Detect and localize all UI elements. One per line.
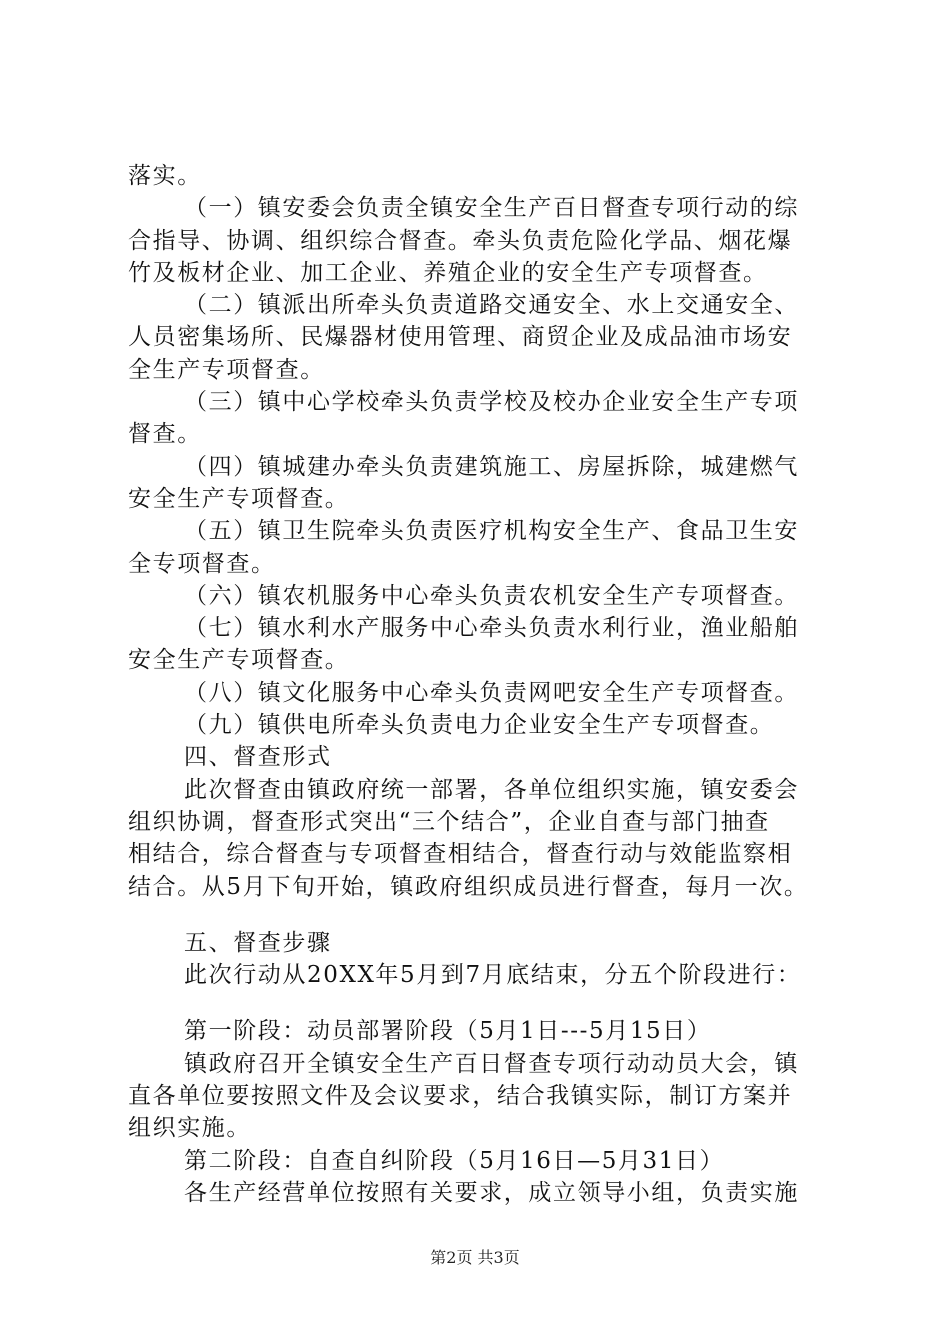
- text-line: （八）镇文化服务中心牵头负责网吧安全生产专项督查。: [184, 679, 799, 706]
- text-line: 各生产经营单位按照有关要求，成立领导小组，负责实施: [184, 1179, 799, 1206]
- text-line: 结合。从5月下旬开始，镇政府组织成员进行督查，每月一次。: [128, 873, 809, 900]
- text-line: 相结合，综合督查与专项督查相结合，督查行动与效能监察相: [128, 841, 793, 868]
- text-line: 四、督查形式: [184, 744, 332, 771]
- text-line: （三）镇中心学校牵头负责学校及校办企业安全生产专项: [184, 389, 799, 416]
- text-line: 安全生产专项督查。: [128, 647, 350, 674]
- text-line: 组织协调，督查形式突出“三个结合”，企业自查与部门抽查: [128, 808, 770, 835]
- paragraph-gap: [128, 991, 848, 1015]
- text-line: （九）镇供电所牵头负责电力企业安全生产专项督查。: [184, 712, 775, 739]
- paragraph-gap: [128, 903, 848, 927]
- text-line: 镇政府召开全镇安全生产百日督查专项行动动员大会，镇: [184, 1050, 799, 1077]
- text-line: 安全生产专项督查。: [128, 485, 350, 512]
- text-line: 此次督查由镇政府统一部署，各单位组织实施，镇安委会: [184, 776, 799, 803]
- text-line: 督查。: [128, 421, 202, 448]
- text-line: （五）镇卫生院牵头负责医疗机构安全生产、食品卫生安: [184, 518, 799, 545]
- text-line: （六）镇农机服务中心牵头负责农机安全生产专项督查。: [184, 582, 799, 609]
- document-body: [128, 160, 848, 1209]
- text-line: （四）镇城建办牵头负责建筑施工、房屋拆除，城建燃气: [184, 453, 799, 480]
- text-line: 第二阶段：自查自纠阶段（5月16日—5月31日）: [184, 1147, 725, 1174]
- text-line: 直各单位要按照文件及会议要求，结合我镇实际，制订方案并: [128, 1083, 793, 1110]
- text-line: 全生产专项督查。: [128, 356, 325, 383]
- text-line: 组织实施。: [128, 1115, 251, 1142]
- text-line: 竹及板材企业、加工企业、养殖企业的安全生产专项督查。: [128, 259, 768, 286]
- text-line: 人员密集场所、民爆器材使用管理、商贸企业及成品油市场安: [128, 324, 793, 351]
- page-footer: 第2页 共3页: [430, 1248, 520, 1267]
- text-line: 全专项督查。: [128, 550, 276, 577]
- text-line: 合指导、协调、组织综合督查。牵头负责危险化学品、烟花爆: [128, 227, 793, 254]
- text-line: （二）镇派出所牵头负责道路交通安全、水上交通安全、: [184, 292, 799, 319]
- text-line: （一）镇安委会负责全镇安全生产百日督查专项行动的综: [184, 195, 799, 222]
- text-line: （七）镇水利水产服务中心牵头负责水利行业，渔业船舶: [184, 615, 799, 642]
- text-line: 落实。: [128, 163, 202, 189]
- text-line: 此次行动从20XX年5月到7月底结束，分五个阶段进行：: [184, 962, 802, 989]
- text-line: 五、督查步骤: [184, 929, 332, 956]
- text-line: 第一阶段：动员部署阶段（5月1日---5月15日）: [184, 1018, 712, 1045]
